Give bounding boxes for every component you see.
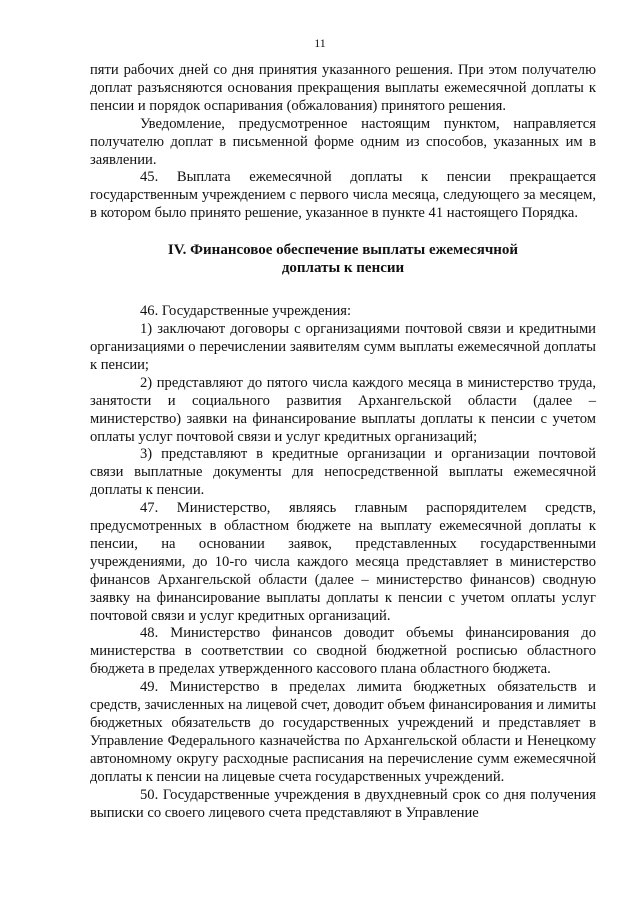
paragraph-46: 46. Государственные учреждения:: [140, 303, 352, 320]
paragraph-46-item-3: 3) представляют в кредитные организации и организации почтовой связи выплатные документы для непосредственной выплаты ежемесячной доплаты к пенсии.: [90, 446, 596, 499]
paragraph-46-item-2: 2) представляют до пятого числа каждого месяца в министерство труда, занятости и социального развития Архангельской области (далее – министерство) заявки на финансирование выплаты доплаты к пенсии с учетом оплаты услуг почтовой связи и услуг кредитных организаций;: [90, 374, 596, 445]
paragraph-46-item-1: 1) заключают договоры с организациями почтовой связи и кредитными организациями о перечислении заявителям сумм выплаты ежемесячной доплаты к пенсии;: [90, 321, 596, 373]
section-heading-line-1: IV. Финансовое обеспечение выплаты ежемесячной: [167, 242, 519, 259]
paragraph-notification: Уведомление, предусмотренное настоящим пунктом, направляется получателю доплат в письменной форме одним из способов, указанных им в заявлении.: [90, 115, 596, 168]
page-number: 11: [314, 36, 326, 50]
paragraph-50: 50. Государственные учреждения в двухдневный срок со дня получения выписки со своего лицевого счета представляют в Управление: [90, 786, 596, 821]
paragraph-49: 49. Министерство в пределах лимита бюджетных обязательств и средств, зачисленных на лицевой счет, доводит объем финансирования и лимиты бюджетных обязательств до государственных учреждений и представляет в Управление Федерального казначейства по Архангельской области и Ненецкому автономному округу расходные расписания на перечисление сумм ежемесячной доплаты к пенсии на лицевые счета государственных учреждений.: [90, 679, 596, 785]
paragraph-48: 48. Министерство финансов доводит объемы финансирования до министерства в соответствии со сводной бюджетной росписью областного бюджета в пределах утвержденного кассового плана областного бюджета.: [90, 625, 596, 678]
section-heading: [90, 241, 596, 277]
paragraph-45: 45. Выплата ежемесячной доплаты к пенсии прекращается государственным учреждением с первого числа месяца, следующего за месяцем, в котором было принято решение, указанное в пункте 41 настоящего Порядка.: [90, 169, 596, 222]
section-heading-line-2: доплаты к пенсии: [281, 260, 405, 277]
paragraph-44-continuation: пяти рабочих дней со дня принятия указанного решения. При этом получателю доплат разъясняются основания прекращения выплаты ежемесячной доплаты к пенсии и порядок оспаривания (обжалования) принятого решения.: [90, 62, 596, 114]
document-body: [90, 62, 596, 822]
paragraph-47: 47. Министерство, являясь главным распорядителем средств, предусмотренных в областном бюджете на выплату ежемесячной доплаты к пенсии, на основании заявок, представленных государственными учреждениями, до 10-го числа каждого месяца представляет в министерство финансов Архангельской области (далее – министерство финансов) сводную заявку на финансирование выплаты доплаты к пенсии с учетом оплаты услуг почтовой связи и услуг кредитных организаций.: [90, 500, 596, 624]
